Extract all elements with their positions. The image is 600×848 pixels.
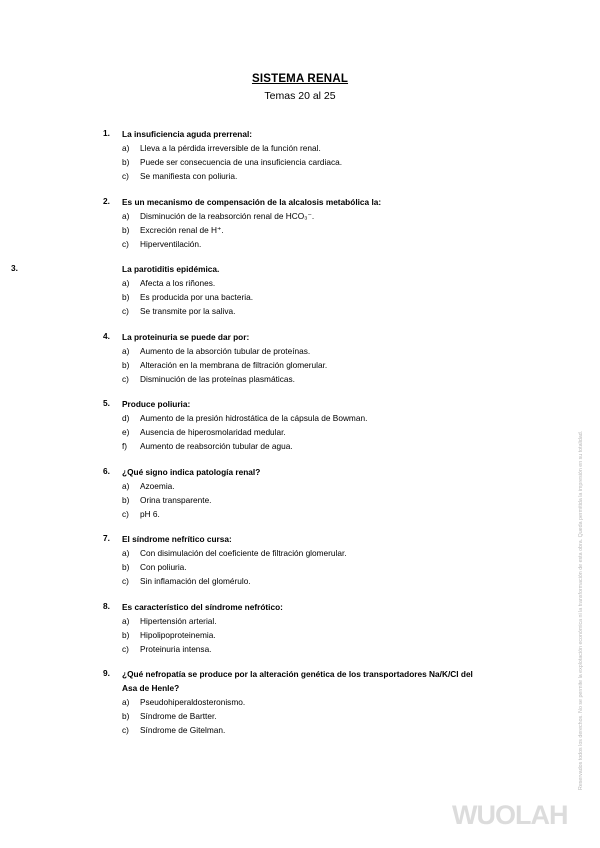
- option-text: Orina transparente.: [140, 495, 212, 505]
- option-label: a): [122, 278, 130, 288]
- option-text: Proteinuria intensa.: [140, 644, 212, 654]
- question-text: Es característico del síndrome nefrótico:: [122, 602, 283, 612]
- option-label: c): [122, 239, 129, 249]
- option-text: Aumento de reabsorción tubular de agua.: [140, 441, 293, 451]
- option-label: d): [122, 413, 130, 423]
- option-label: c): [122, 306, 129, 316]
- option-label: a): [122, 697, 130, 707]
- wuolah-logo: WUOLAH: [452, 800, 568, 830]
- option-text: Se manifiesta con poliuria.: [140, 171, 238, 181]
- option-text: Alteración en la membrana de filtración glomerular.: [140, 360, 328, 370]
- question-text: ¿Qué nefropatía se produce por la alteración genética de los transportadores Na/K/Cl del Asa de Henle?: [122, 669, 473, 693]
- page-subtitle: Temas 20 al 25: [264, 90, 336, 102]
- question-text: Es un mecanismo de compensación de la alcalosis metabólica la:: [122, 197, 382, 207]
- option-label: a): [122, 481, 130, 491]
- option-label: b): [122, 225, 130, 235]
- question-text: Produce poliuria:: [122, 399, 191, 409]
- option-label: c): [122, 171, 129, 181]
- option-label: a): [122, 211, 130, 221]
- option-label: b): [122, 630, 130, 640]
- option-label: b): [122, 360, 130, 370]
- option-text: Hipolipoproteinemia.: [140, 630, 216, 640]
- option-label: b): [122, 562, 130, 572]
- option-label: a): [122, 346, 130, 356]
- question-text: La insuficiencia aguda prerrenal:: [122, 129, 253, 139]
- option-label: a): [122, 616, 130, 626]
- option-text: Aumento de la presión hidrostática de la cápsula de Bowman.: [140, 413, 368, 423]
- question-text: ¿Qué signo indica patología renal?: [122, 467, 261, 477]
- option-text: Afecta a los riñones.: [140, 278, 216, 288]
- question-number: 1.: [103, 128, 110, 138]
- option-label: c): [122, 509, 129, 519]
- option-label: f): [122, 441, 128, 451]
- option-text: Sin inflamación del glomérulo.: [140, 576, 251, 586]
- option-text: Aumento de la absorción tubular de proteínas.: [140, 346, 311, 356]
- option-label: c): [122, 576, 129, 586]
- option-label: c): [122, 725, 129, 735]
- question-number: 9.: [103, 668, 110, 678]
- option-label: a): [122, 548, 130, 558]
- option-text: Es producida por una bacteria.: [140, 292, 254, 302]
- option-text: Se transmite por la saliva.: [140, 306, 236, 316]
- question-number: 6.: [103, 466, 110, 476]
- option-text: Disminución de las proteínas plasmáticas.: [140, 374, 295, 384]
- question-text: La proteinuria se puede dar por:: [122, 332, 250, 342]
- question-number: 4.: [103, 331, 110, 341]
- option-label: b): [122, 495, 130, 505]
- page-title: SISTEMA RENAL: [251, 73, 349, 85]
- option-text: Síndrome de Gitelman.: [140, 725, 226, 735]
- option-text: Hipertensión arterial.: [140, 616, 217, 626]
- option-text: Pseudohiperaldosteronismo.: [140, 697, 246, 707]
- option-label: e): [122, 427, 130, 437]
- option-label: c): [122, 374, 129, 384]
- option-text: Disminución de la reabsorción renal de HCO₃⁻.: [140, 211, 315, 221]
- question-number: 3.: [11, 263, 18, 273]
- question-number: 7.: [103, 533, 110, 543]
- question-text: La parotiditis epidémica.: [122, 264, 220, 274]
- option-text: Azoemia.: [140, 481, 175, 491]
- option-label: b): [122, 711, 130, 721]
- question-number: 5.: [103, 398, 110, 408]
- option-label: c): [122, 644, 129, 654]
- option-text: Con disimulación del coeficiente de filtración glomerular.: [140, 548, 347, 558]
- option-label: b): [122, 157, 130, 167]
- option-text: Hiperventilación.: [140, 239, 202, 249]
- option-text: pH 6.: [140, 509, 160, 519]
- option-text: Con poliuria.: [140, 562, 187, 572]
- option-text: Ausencia de hiperosmolaridad medular.: [140, 427, 286, 437]
- copyright-notice: Reservados todos los derechos. No se permite la explotación económica ni la transformación de esta obra. Queda permitida la impresión en su totalidad.: [578, 430, 584, 790]
- option-text: Síndrome de Bartter.: [140, 711, 217, 721]
- option-label: a): [122, 143, 130, 153]
- option-label: b): [122, 292, 130, 302]
- question-number: 8.: [103, 601, 110, 611]
- option-text: Puede ser consecuencia de una insuficiencia cardiaca.: [140, 157, 343, 167]
- question-number: 2.: [103, 196, 110, 206]
- option-text: Lleva a la pérdida irreversible de la función renal.: [140, 143, 321, 153]
- option-text: Excreción renal de H⁺.: [140, 225, 224, 235]
- question-text: El síndrome nefrítico cursa:: [122, 534, 232, 544]
